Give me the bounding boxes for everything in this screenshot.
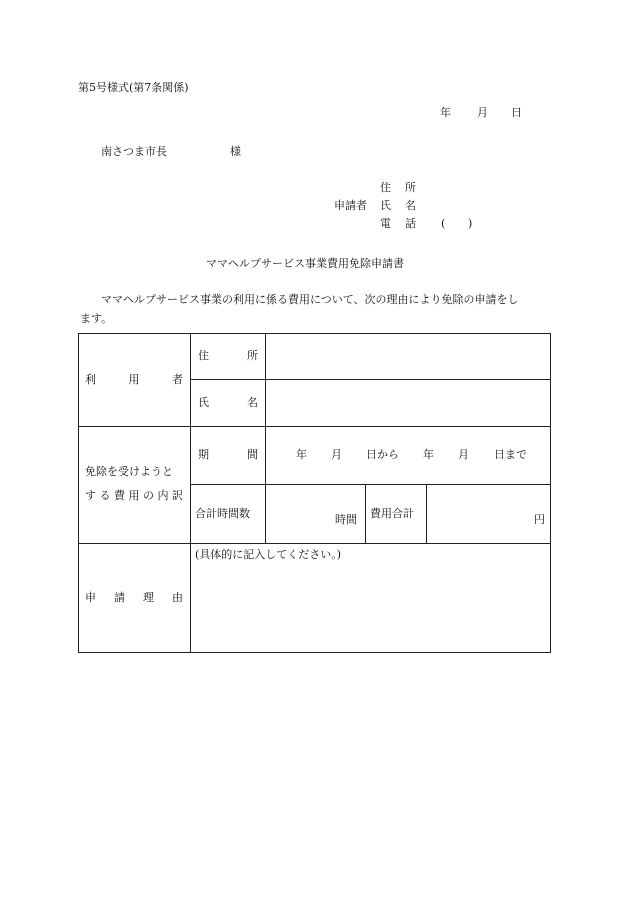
user-name-label — [198, 397, 258, 408]
applicant-name-label-2: 名 — [405, 199, 416, 212]
applicant-phone-label-1: 電 — [380, 217, 391, 230]
total-cost-field[interactable] — [427, 485, 550, 543]
applicant-address-label-1: 住 — [380, 181, 391, 194]
exemption-char-7: 訳 — [172, 489, 183, 502]
total-cost-label: 費用合計 — [370, 507, 414, 520]
period-to-month: 月 — [458, 448, 469, 461]
applicant-name-label-1: 氏 — [380, 199, 391, 212]
addressee-mayor: 南さつま市長 — [101, 145, 167, 158]
application-table — [78, 333, 551, 653]
reason-char-1: 申 — [85, 591, 96, 604]
date-day-label: 日 — [511, 106, 522, 119]
user-address-char-1: 住 — [198, 349, 209, 362]
intro-line-2: ます。 — [80, 312, 113, 325]
date-year-label: 年 — [440, 106, 451, 119]
document-title: ママヘルプサービス事業費用免除申請書 — [206, 257, 404, 270]
date-month-label: 月 — [477, 106, 488, 119]
applicant-phone-label-2: 話 — [405, 217, 416, 230]
reason-char-2: 請 — [114, 591, 125, 604]
total-hours-label: 合計時間数 — [195, 507, 250, 520]
period-to-day: 日まで — [494, 448, 527, 461]
period-to-year: 年 — [423, 448, 434, 461]
exemption-label-line-2 — [85, 490, 183, 501]
table-border-left — [78, 333, 79, 653]
applicant-phone-open-paren: ( — [441, 217, 446, 230]
exemption-label-line-1: 免除を受けようと — [85, 465, 173, 478]
reason-char-4: 由 — [172, 591, 183, 604]
reason-label — [85, 592, 183, 603]
rule-cost-end — [78, 543, 551, 544]
exemption-char-4: 用 — [128, 489, 140, 502]
user-label-char-2: 用 — [128, 373, 140, 386]
addressee-honorific: 様 — [230, 145, 241, 158]
hours-unit: 時間 — [335, 513, 357, 526]
total-hours-field[interactable] — [266, 485, 365, 543]
exemption-char-2: る — [99, 489, 111, 502]
applicant-group-label: 申請者 — [334, 199, 367, 212]
rule-hours-end — [365, 484, 366, 543]
exemption-char-3: 費 — [114, 489, 125, 502]
user-label-char-1: 利 — [85, 373, 96, 386]
exemption-char-5: の — [143, 489, 154, 502]
exemption-char-6: 内 — [157, 489, 169, 502]
reason-field[interactable] — [191, 565, 550, 652]
period-from-month: 月 — [331, 448, 342, 461]
rule-user-end — [78, 426, 551, 427]
table-border-bottom — [78, 652, 551, 653]
user-name-field[interactable] — [266, 380, 550, 426]
user-address-field[interactable] — [266, 334, 550, 379]
applicant-phone-close-paren: ) — [468, 217, 473, 230]
user-address-char-2: 所 — [247, 349, 258, 362]
user-address-label — [198, 350, 258, 361]
user-label-char-3: 者 — [172, 373, 183, 386]
period-from-year: 年 — [296, 448, 307, 461]
period-char-1: 期 — [198, 448, 209, 461]
period-from-day: 日から — [366, 448, 399, 461]
applicant-address-label-2: 所 — [405, 181, 416, 194]
reason-char-3: 理 — [143, 591, 154, 604]
user-row-label — [85, 374, 183, 385]
period-label — [198, 449, 258, 460]
user-name-char-1: 氏 — [198, 396, 209, 409]
intro-line-1: ママヘルプサービス事業の利用に係る費用について、次の理由により免除の申請をし — [101, 293, 519, 306]
yen-unit: 円 — [534, 513, 545, 526]
reason-note: (具体的に記入してください。) — [195, 548, 342, 561]
table-border-right — [550, 333, 551, 653]
period-char-2: 間 — [247, 448, 258, 461]
user-name-char-2: 名 — [247, 396, 258, 409]
exemption-char-1: す — [85, 489, 96, 502]
form-number: 第5号様式(第7条関係) — [78, 81, 189, 94]
